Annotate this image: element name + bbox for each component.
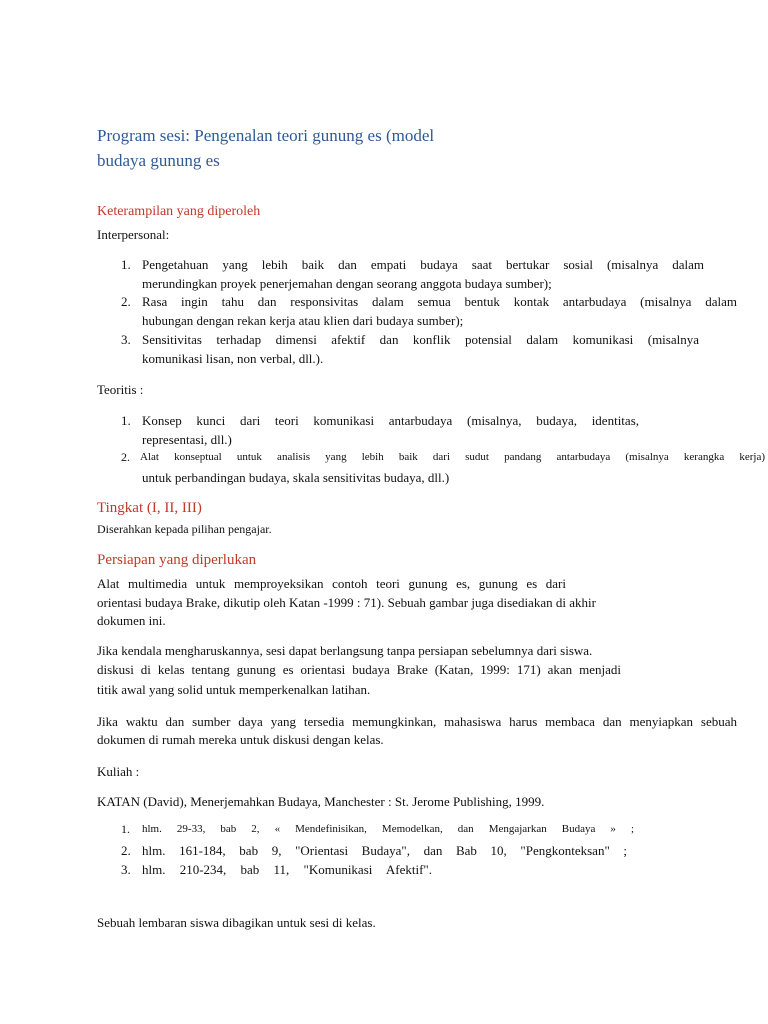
interpersonal-label: Interpersonal:	[97, 227, 170, 242]
paragraph-line: titik awal yang solid untuk memperkenalkan latihan.	[97, 682, 371, 697]
list-item-line: hlm. 210-234, bab 11, "Komunikasi Afektif".	[142, 862, 432, 877]
page-title-line-2: budaya gunung es	[97, 151, 220, 170]
list-item-line: hlm. 161-184, bab 9, "Orientasi Budaya", dan Bab 10, "Pengkonteksan" ;	[142, 843, 627, 858]
paragraph-line: orientasi budaya Brake, dikutip oleh Katan -1999 : 71). Sebuah gambar juga disediakan di akhir	[97, 595, 596, 610]
list-item-line: Pengetahuan yang lebih baik dan empati budaya saat bertukar sosial (misalnya dalam	[142, 257, 704, 272]
theory-label: Teoritis :	[97, 382, 144, 397]
list-item-line: hubungan dengan rekan kerja atau klien dari budaya sumber);	[142, 313, 464, 328]
paragraph-line: Alat multimedia untuk memproyeksikan contoh teori gunung es, gunung es dari	[97, 576, 566, 591]
level-heading: Tingkat (I, II, III)	[97, 500, 202, 516]
list-item-line: Alat konseptual untuk analisis yang lebih baik dari sudut pandang antarbudaya (misalnya kerangka kerja)	[140, 451, 765, 463]
list-item-line: untuk perbandingan budaya, skala sensitivitas budaya, dll.)	[142, 470, 450, 485]
list-item-number: 2.	[121, 843, 131, 858]
paragraph-line: diskusi di kelas tentang gunung es orientasi budaya Brake (Katan, 1999: 171) akan menjadi	[97, 662, 621, 677]
list-item-number: 2.	[121, 450, 130, 464]
list-item-line: Rasa ingin tahu dan responsivitas dalam semua bentuk kontak antarbudaya (misalnya dalam	[142, 294, 737, 309]
list-item-line: merundingkan proyek penerjemahan dengan seorang anggota budaya sumber);	[142, 276, 552, 291]
paragraph-line: dokumen di rumah mereka untuk diskusi dengan kelas.	[97, 732, 384, 747]
level-text: Diserahkan kepada pilihan pengajar.	[97, 522, 272, 536]
reading-label: Kuliah :	[97, 764, 140, 779]
page-title-line-1: Program sesi: Pengenalan teori gunung es (model	[97, 126, 435, 145]
list-item-number: 2.	[121, 294, 131, 309]
paragraph-line: Jika kendala mengharuskannya, sesi dapat berlangsung tanpa persiapan sebelumnya dari siswa.	[97, 643, 593, 658]
list-item-line: Konsep kunci dari teori komunikasi antarbudaya (misalnya, budaya, identitas,	[142, 413, 639, 428]
list-item-number: 1.	[121, 257, 131, 272]
paragraph-line: dokumen ini.	[97, 613, 166, 628]
list-item-number: 1.	[121, 822, 130, 836]
list-item-line: representasi, dll.)	[142, 432, 232, 447]
list-item-line: hlm. 29-33, bab 2, « Mendefinisikan, Memodelkan, dan Mengajarkan Budaya » ;	[142, 823, 634, 835]
list-item-number: 3.	[121, 862, 131, 877]
list-item-number: 3.	[121, 332, 131, 347]
list-item-line: Sensitivitas terhadap dimensi afektif dan konflik potensial dalam komunikasi (misalnya	[142, 332, 699, 347]
preparation-heading: Persiapan yang diperlukan	[97, 552, 257, 568]
list-item-line: komunikasi lisan, non verbal, dll.).	[142, 351, 324, 366]
paragraph-line: Jika waktu dan sumber daya yang tersedia memungkinkan, mahasiswa harus membaca dan menyiapkan sebuah	[97, 714, 737, 729]
reading-reference: KATAN (David), Menerjemahkan Budaya, Manchester : St. Jerome Publishing, 1999.	[97, 794, 545, 809]
list-item-number: 1.	[121, 413, 131, 428]
skills-heading: Keterampilan yang diperoleh	[97, 204, 261, 219]
footer-note: Sebuah lembaran siswa dibagikan untuk sesi di kelas.	[97, 915, 376, 930]
